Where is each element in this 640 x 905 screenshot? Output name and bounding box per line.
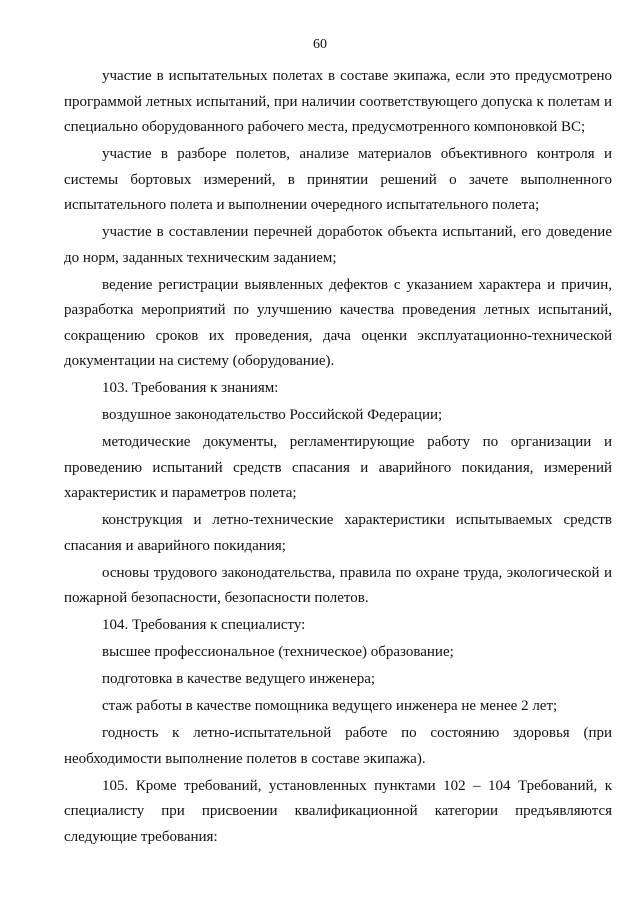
paragraph: методические документы, регламентирующие работу по организации и проведению испытаний средств спасания и аварийного покидания, измерений характеристик и параметров полета; bbox=[64, 434, 612, 501]
paragraph: подготовка в качестве ведущего инженера; bbox=[102, 671, 376, 687]
paragraph: участие в испытательных полетах в составе экипажа, если это предусмотрено программой летных испытаний, при наличии соответствующего допуска к полетам и специально оборудованного рабочего места, предусмотренного компоновкой ВС; bbox=[64, 68, 612, 135]
paragraph: основы трудового законодательства, правила по охране труда, экологической и пожарной безопасности, безопасности полетов. bbox=[64, 564, 612, 606]
paragraph: конструкция и летно-технические характеристики испытываемых средств спасания и аварийного покидания; bbox=[64, 512, 612, 554]
section-heading-103: 103. Требования к знаниям: bbox=[102, 380, 279, 396]
page-number: 60 bbox=[313, 37, 327, 52]
paragraph: участие в разборе полетов, анализе материалов объективного контроля и системы бортовых измерений, в принятии решений о зачете выполненного испытательного полета и выполнении очередного испытательного полета; bbox=[64, 146, 612, 213]
section-heading-105: 105. Кроме требований, установленных пунктами 102 – 104 Требований, к специалисту при присвоении квалификационной категории предъявляются следующие требования: bbox=[64, 777, 612, 845]
paragraph: воздушное законодательство Российской Федерации; bbox=[102, 407, 443, 423]
paragraph: участие в составлении перечней доработок объекта испытаний, его доведение до норм, заданных техническим заданием; bbox=[64, 224, 612, 266]
paragraph: стаж работы в качестве помощника ведущего инженера не менее 2 лет; bbox=[102, 698, 558, 714]
paragraph: высшее профессиональное (техническое) образование; bbox=[102, 644, 454, 660]
paragraph: годность к летно-испытательной работе по состоянию здоровья (при необходимости выполнение полетов в составе экипажа). bbox=[64, 725, 612, 767]
paragraph: ведение регистрации выявленных дефектов с указанием характера и причин, разработка мероприятий по улучшению качества проведения летных испытаний, сокращению сроков их проведения, дача оценки эксплуатационно-технической документации на систему (оборудование). bbox=[64, 276, 612, 369]
section-heading-104: 104. Требования к специалисту: bbox=[102, 617, 306, 633]
document-body bbox=[64, 64, 612, 850]
